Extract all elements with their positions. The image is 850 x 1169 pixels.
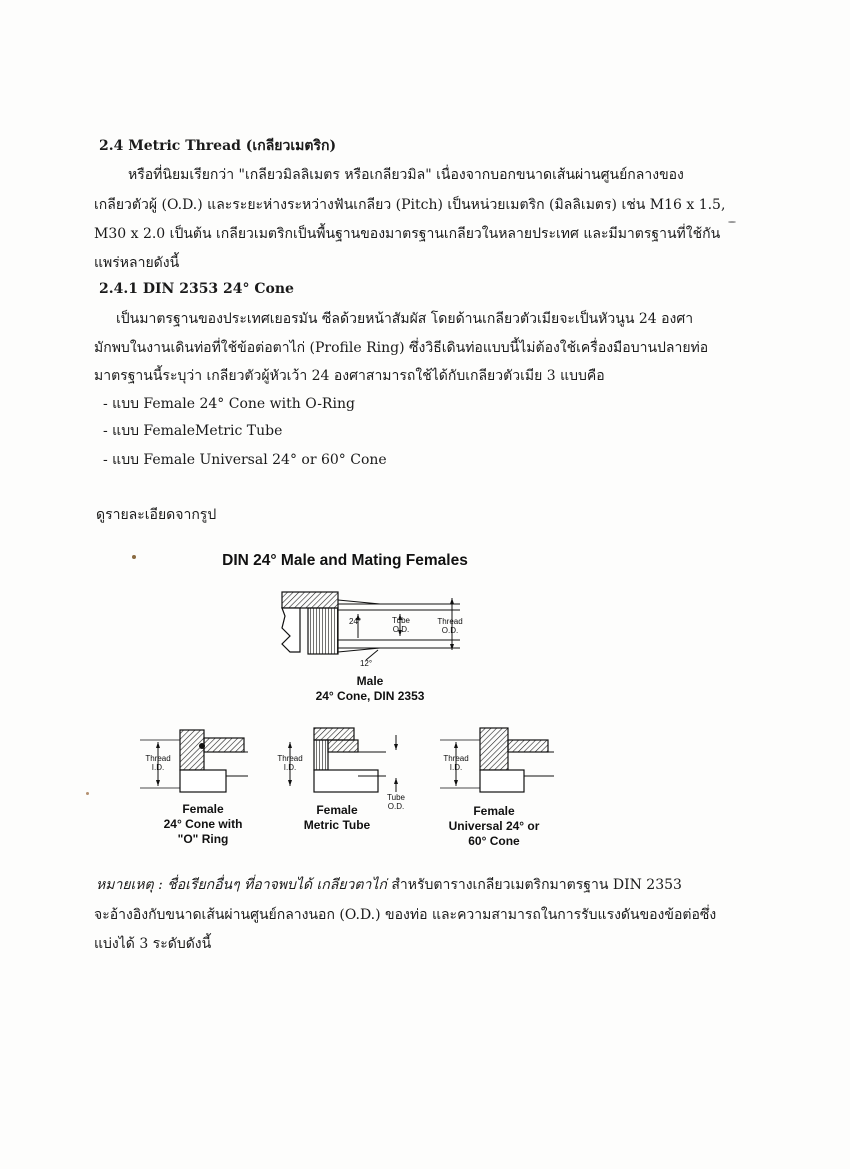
subsection-heading: 2.4.1 DIN 2353 24° Cone bbox=[99, 281, 294, 297]
male-label-line1: Male bbox=[356, 674, 384, 688]
thread-od-label-2: O.D. bbox=[441, 626, 459, 635]
para1-line4: แพร่หลายดังนี้ bbox=[94, 255, 180, 271]
thread-id-label-3a: Thread bbox=[443, 754, 469, 763]
angle-12-label: 12° bbox=[359, 659, 373, 668]
angle-24-label: 24° bbox=[348, 617, 362, 626]
tube-od-label-f2a: Tube bbox=[387, 793, 405, 802]
note-line1-rest: สำหรับตารางเกลียวเมตริกมาตรฐาน DIN 2353 bbox=[386, 877, 682, 893]
bullet-item-1: - แบบ Female 24° Cone with O-Ring bbox=[103, 396, 355, 412]
subsection-para-line3: มาตรฐานนี้ระบุว่า เกลียวตัวผู้หัวเว้า 24 องศาสามารถใช้ได้กับเกลียวตัวเมีย 3 แบบคือ bbox=[94, 368, 605, 384]
tube-od-label-2: O.D. bbox=[392, 625, 410, 634]
female3-label-line1: Female bbox=[473, 804, 515, 818]
din-24-cone-figure bbox=[130, 540, 570, 860]
thread-od-label-1: Thread bbox=[437, 617, 463, 626]
female3-label-line2: Universal 24° or bbox=[448, 819, 540, 833]
bullet-item-2: - แบบ FemaleMetric Tube bbox=[103, 423, 283, 439]
thread-id-label-2b: I.D. bbox=[283, 763, 297, 772]
female1-label-line2: 24° Cone with bbox=[163, 817, 243, 831]
para1-line2: เกลียวตัวผู้ (O.D.) และระยะห่างระหว่างฟันเกลียว (Pitch) เป็นหน่วยเมตริก (มิลลิเมตร) เช่น M16 x 1.5, bbox=[94, 197, 726, 213]
female2-label-line2: Metric Tube bbox=[303, 818, 371, 832]
note-lead: หมายเหตุ : ชื่อเรียกอื่นๆ ที่อาจพบได้ เกลียวตาไก่ bbox=[96, 877, 387, 893]
note-line3: แบ่งได้ 3 ระดับดังนี้ bbox=[94, 936, 212, 952]
scan-speck bbox=[728, 221, 736, 223]
scan-speck bbox=[132, 555, 136, 559]
female3-label-line3: 60° Cone bbox=[468, 834, 520, 848]
tube-od-label-1: Tube bbox=[392, 616, 410, 625]
bullet-item-3: - แบบ Female Universal 24° or 60° Cone bbox=[103, 452, 387, 468]
male-label-line2: 24° Cone, DIN 2353 bbox=[315, 689, 425, 703]
para1-line1: หรือที่นิยมเรียกว่า "เกลียวมิลลิเมตร หรือเกลียวมิล" เนื่องจากบอกขนาดเส้นผ่านศูนย์กลางของ bbox=[128, 167, 684, 183]
subsection-para-line2: มักพบในงานเดินท่อที่ใช้ข้อต่อตาไก่ (Profile Ring) ซึ่งวิธีเดินท่อแบบนี้ไม่ต้องใช้เครื่องมือบานปลายท่อ bbox=[94, 340, 709, 356]
tube-od-label-f2b: O.D. bbox=[387, 802, 405, 811]
female2-label-line1: Female bbox=[316, 803, 358, 817]
para1-line3: M30 x 2.0 เป็นต้น เกลียวเมตริกเป็นพื้นฐานของมาตรฐานเกลียวในหลายประเทศ และมีมาตรฐานที่ใช้กัน bbox=[94, 226, 721, 242]
thread-id-label-1a: Thread bbox=[145, 754, 171, 763]
female-metric-tube-drawing bbox=[288, 728, 398, 792]
thread-id-label-3b: I.D. bbox=[449, 763, 463, 772]
female1-label-line3: "O" Ring bbox=[177, 832, 229, 846]
subsection-para-line1: เป็นมาตรฐานของประเทศเยอรมัน ซีลด้วยหน้าสัมผัส โดยด้านเกลียวตัวเมียจะเป็นหัวนูน 24 องศา bbox=[116, 311, 694, 327]
scan-speck bbox=[86, 792, 89, 795]
thread-id-label-1b: I.D. bbox=[151, 763, 165, 772]
see-figure-text: ดูรายละเอียดจากรูป bbox=[96, 507, 217, 523]
figure-title: DIN 24° Male and Mating Females bbox=[222, 552, 468, 569]
female1-label-line1: Female bbox=[182, 802, 224, 816]
note-line1 bbox=[96, 876, 682, 894]
male-fitting-drawing bbox=[282, 592, 463, 660]
thread-id-label-2a: Thread bbox=[277, 754, 303, 763]
note-line2: จะอ้างอิงกับขนาดเส้นผ่านศูนย์กลางนอก (O.D.) ของท่อ และความสามารถในการรับแรงดันของข้อต่อซึ่ง bbox=[94, 907, 717, 923]
section-heading: 2.4 Metric Thread (เกลียวเมตริก) bbox=[99, 138, 337, 154]
